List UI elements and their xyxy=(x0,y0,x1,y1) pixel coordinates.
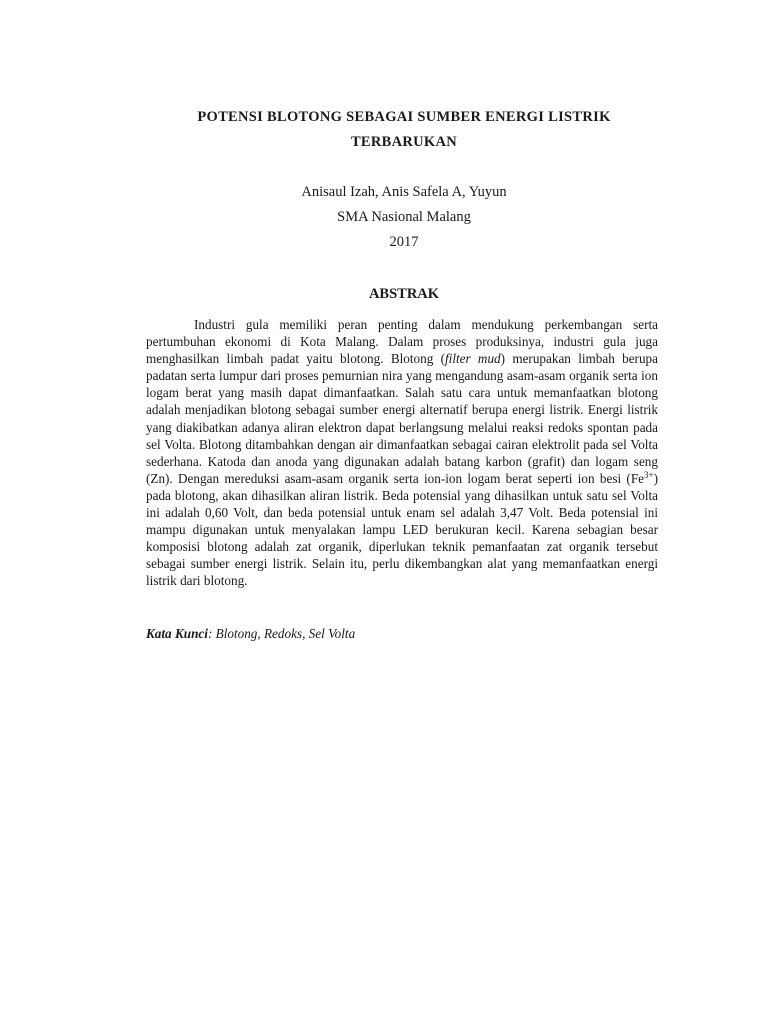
abstract-filter-term: filter mud xyxy=(445,351,501,367)
abstract-text-part-2: ) merupakan limbah berupa padatan serta lumpur dari proses pemurnian nira yang mengandung asam-asam organik serta ion logam berat yang masih dapat dimanfaatkan. Salah satu cara untuk memanfaatkan blotong adalah menjadikan blotong sebagai sumber energi alternatif berupa energi listrik. Energi listrik yang diakibatkan adanya aliran elektron dapat berlangsung melalui reaksi redoks spontan pada sel Volta. Blotong ditambahkan dengan air dimanfaatkan sebagai cairan elektrolit pada sel Volta sederhana. Katoda dan anoda yang digunakan adalah batang karbon (grafit) dan logam seng (Zn). Dengan mereduksi asam-asam organik serta ion-ion logam berat seperti ion besi (Fe xyxy=(146,351,658,486)
abstract-heading: ABSTRAK xyxy=(368,286,440,302)
authors: Anisaul Izah, Anis Safela A, Yuyun xyxy=(301,184,507,200)
keywords-list: Blotong, Redoks, Sel Volta xyxy=(215,626,356,641)
abstract-body xyxy=(146,316,658,590)
keywords-line xyxy=(146,626,658,642)
abstract-text-part-3: ) pada blotong, akan dihasilkan aliran listrik. Beda potensial yang dihasilkan untuk satu sel Volta ini adalah 0,60 Volt, dan beda potensial untuk enam sel adalah 3,47 Volt. Beda potensial ini mampu digunakan untuk menyalakan lampu LED berukuran kecil. Karena sebagian besar komposisi blotong adalah zat organik, diperlukan teknik pemanfaatan zat organik tersebut sebagai sumber energi listrik. Selain itu, perlu dikembangkan alat yang memanfaatkan energi listrik dari blotong. xyxy=(146,470,658,589)
abstract-superscript: 3+ xyxy=(644,469,654,480)
paper-title-line-2: TERBARUKAN xyxy=(350,134,458,150)
abstract-text-part-1: Industri gula memiliki peran penting dalam mendukung perkembangan serta pertumbuhan ekonomi di Kota Malang. Dalam proses produksinya, industri gula juga menghasilkan limbah padat yaitu blotong. Blotong ( xyxy=(146,317,658,367)
paper-title-line-1: POTENSI BLOTONG SEBAGAI SUMBER ENERGI LISTRIK xyxy=(197,109,611,125)
institution: SMA Nasional Malang xyxy=(337,209,471,225)
publication-year: 2017 xyxy=(389,234,419,250)
keywords-separator: : xyxy=(207,626,216,641)
keywords-label: Kata Kunci xyxy=(146,626,208,641)
